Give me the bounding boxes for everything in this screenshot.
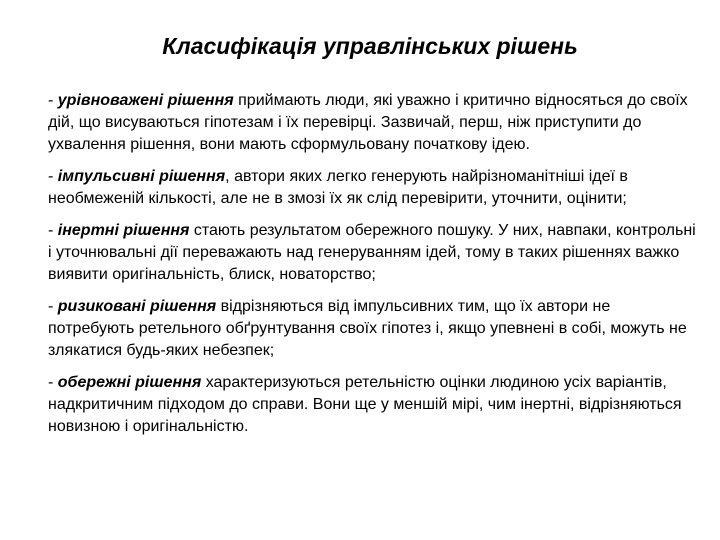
item-prefix: - — [48, 222, 58, 239]
item-prefix: - — [48, 168, 58, 185]
item-prefix: - — [48, 92, 58, 109]
list-item-risky-decisions — [48, 296, 700, 362]
item-text: характеризуються ретельністю оцінки людиною усіх варіантів, надкритичним підходом до справи. Вони ще у меншій мірі, чим інертні, відрізняються новизною і оригінальністю. — [48, 374, 682, 435]
list-item-cautious-decisions — [48, 372, 700, 438]
item-prefix: - — [48, 298, 58, 315]
item-text: , автори яких легко генерують найрізноманітніші ідеї в необмеженій кількості, але не в змозі їх як слід перевірити, уточнити, оцінити; — [48, 168, 628, 207]
list-item-inert-decisions — [48, 220, 700, 286]
slide-title: Класифікація управлінських рішень — [162, 33, 578, 59]
item-text: приймають люди, які уважно і критично відносяться до своїх дій, що висуваються гіпотезам і їх перевірці. Зазвичай, перш, ніж приступити до ухвалення рішення, вони мають сформульовану початкову ідею. — [48, 92, 688, 153]
item-prefix: - — [48, 374, 58, 391]
list-item-impulsive-decisions — [48, 166, 700, 210]
list-item-balanced-decisions — [48, 90, 700, 156]
item-term: обережні рішення — [57, 374, 202, 391]
item-term: урівноважені рішення — [57, 92, 234, 109]
item-text: стають результатом обережного пошуку. У них, навпаки, контрольні і уточнювальні дії переважають над генеруванням ідей, тому в таких рішеннях важко виявити оригінальність, блиск, новаторство; — [48, 222, 696, 283]
item-term: інертні рішення — [57, 222, 190, 239]
slide-body — [48, 90, 700, 448]
item-term: ризиковані рішення — [57, 298, 217, 315]
item-text: відрізняються від імпульсивних тим, що їх автори не потребують ретельного обґрунтування своїх гіпотез і, якщо упевнені в собі, можуть не злякатися будь-яких небезпек; — [48, 298, 687, 359]
item-term: імпульсивні рішення — [57, 168, 226, 185]
